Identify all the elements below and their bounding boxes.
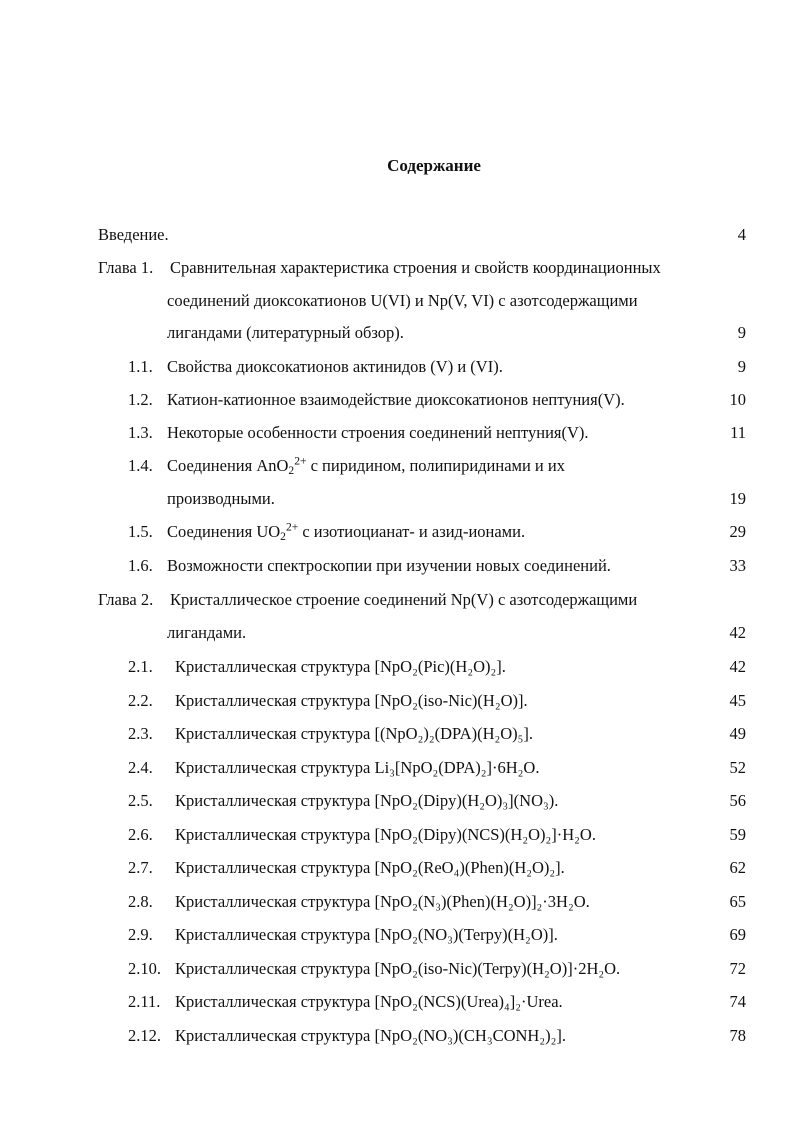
section-number: 1.4. [128, 456, 153, 475]
section-number: 2.12. [128, 1026, 161, 1045]
toc-chapter-1-cont [0, 289, 793, 313]
section-number: 2.1. [128, 657, 153, 676]
section-title [175, 789, 558, 813]
section-title [175, 923, 558, 947]
chemical-formula: Li₃[NpO₂(DPA)₂]·6H₂O. [374, 758, 540, 777]
section-number: 1.5. [128, 522, 153, 541]
chemical-formula: [NpO₂(iso-Nic)(Terpy)(H₂O)]·2H₂O. [374, 959, 621, 978]
toc-section [0, 454, 793, 478]
toc-page-number: 74 [729, 992, 746, 1011]
toc-page-number: 72 [729, 959, 746, 978]
section-title-prefix: Кристаллическая структура [175, 1026, 375, 1045]
toc-chapter-1-cont [0, 321, 793, 345]
toc-page-number: 10 [729, 390, 746, 409]
section-title [167, 520, 525, 544]
section-number: 2.10. [128, 959, 161, 978]
section-number: 1.6. [128, 556, 153, 575]
toc-section [0, 957, 793, 981]
toc-section [0, 388, 793, 412]
chemical-formula: [NpO₂(N₃)(Phen)(H₂O)]₂·3H₂O. [374, 892, 590, 911]
toc-section [0, 823, 793, 847]
chemical-formula: [NpO₂(Pic)(H₂O)₂]. [374, 657, 506, 676]
toc-page-number: 42 [729, 623, 746, 642]
section-number: 2.11. [128, 992, 161, 1011]
toc-page-number: 4 [737, 225, 746, 244]
chemical-formula: [NpO₂(iso-Nic)(H₂O)]. [374, 691, 528, 710]
toc-section [0, 756, 793, 780]
toc-section [0, 789, 793, 813]
toc-section [0, 554, 793, 578]
section-title-prefix: Кристаллическая структура [175, 959, 375, 978]
section-title-prefix: Кристаллическая структура [175, 657, 375, 676]
section-title-prefix: Кристаллическая структура [175, 825, 375, 844]
section-number: 2.5. [128, 791, 153, 810]
chapter-label: Глава 2. [98, 590, 154, 609]
toc-page-number: 29 [729, 522, 746, 541]
toc-section [0, 421, 793, 445]
toc-page-number: 65 [729, 892, 746, 911]
section-title-prefix: Кристаллическая структура [175, 892, 375, 911]
section-title [175, 890, 590, 914]
toc-section [0, 890, 793, 914]
section-number: 2.7. [128, 858, 153, 877]
toc-section [0, 355, 793, 379]
chemical-formula: [NpO₂(Dipy)(NCS)(H₂O)₂]·H₂O. [374, 825, 596, 844]
chapter-label: Глава 1. [98, 258, 154, 277]
chemical-formula: [(NpO₂)₂(DPA)(H₂O)₅]. [374, 724, 534, 743]
chemical-formula: [NpO₂(ReO₄)(Phen)(H₂O)₂]. [374, 858, 565, 877]
section-title [175, 756, 539, 780]
section-title: Катион-катионное взаимодействие диоксокатионов нептуния(V). [167, 390, 625, 409]
chemical-formula: [NpO₂(NO₃)(CH₃CONH₂)₂]. [374, 1026, 566, 1045]
section-number: 2.9. [128, 925, 153, 944]
section-number: 2.2. [128, 691, 153, 710]
toc-page-number: 52 [729, 758, 746, 777]
section-title-prefix: Кристаллическая структура [175, 858, 375, 877]
section-title-part: с пиридином, полипиридинами и их [306, 456, 565, 475]
toc-page-number: 69 [729, 925, 746, 944]
section-title-part: Соединения UO [167, 522, 281, 541]
toc-page-number: 59 [729, 825, 746, 844]
section-title [175, 856, 565, 880]
toc-chapter-2 [0, 588, 793, 612]
formula-subscript: 2 [288, 464, 295, 477]
toc-section [0, 990, 793, 1014]
toc-entry-text: Введение. [98, 225, 169, 244]
section-title [175, 990, 563, 1014]
section-number: 1.1. [128, 357, 153, 376]
toc-page-number: 11 [730, 423, 746, 442]
toc-page-number: 19 [729, 489, 746, 508]
section-title-part: Соединения AnO [167, 456, 289, 475]
toc-section [0, 923, 793, 947]
section-number: 2.8. [128, 892, 153, 911]
section-title [175, 689, 528, 713]
section-title [175, 1024, 566, 1048]
section-title [175, 722, 533, 746]
section-title-prefix: Кристаллическая структура [175, 791, 375, 810]
toc-page-number: 62 [729, 858, 746, 877]
section-title-prefix: Кристаллическая структура [175, 992, 375, 1011]
section-title-prefix: Кристаллическая структура [175, 925, 375, 944]
chapter-title-cont: лигандами. [167, 623, 247, 642]
toc-section-cont [0, 487, 793, 511]
section-number: 2.6. [128, 825, 153, 844]
chapter-title-cont: лигандами (литературный обзор). [167, 323, 404, 342]
chapter-title: Сравнительная характеристика строения и свойств координационных [170, 258, 661, 277]
chapter-title-cont: соединений диоксокатионов U(VI) и Np(V, VI) с азотсодержащими [167, 291, 638, 310]
section-number: 1.3. [128, 423, 153, 442]
formula-superscript: 2+ [294, 455, 307, 468]
formula-superscript: 2+ [285, 521, 299, 534]
toc-section [0, 1024, 793, 1048]
section-title-cont: производными. [167, 489, 275, 508]
toc-entry-intro [0, 223, 793, 247]
toc-section [0, 655, 793, 679]
toc-page-number: 9 [737, 357, 746, 376]
toc-chapter-2-cont [0, 621, 793, 645]
toc-section [0, 689, 793, 713]
chapter-title: Кристаллическое строение соединений Np(V) с азотсодержащими [170, 590, 638, 609]
toc-page-number: 33 [729, 556, 746, 575]
toc-page-number: 78 [729, 1026, 746, 1045]
section-title [175, 957, 620, 981]
section-title: Свойства диоксокатионов актинидов (V) и (VI). [167, 357, 503, 376]
section-number: 1.2. [128, 390, 153, 409]
section-title [167, 454, 565, 478]
section-number: 2.4. [128, 758, 153, 777]
toc-page-number: 9 [737, 323, 746, 342]
toc-page-number: 56 [729, 791, 746, 810]
section-title-prefix: Кристаллическая структура [175, 691, 375, 710]
chemical-formula: [NpO₂(Dipy)(H₂O)₃](NO₃). [374, 791, 559, 810]
section-title-prefix: Кристаллическая структура [175, 724, 375, 743]
section-title: Возможности спектроскопии при изучении новых соединений. [167, 556, 611, 575]
section-title [175, 655, 506, 679]
section-title: Некоторые особенности строения соединений нептуния(V). [167, 423, 589, 442]
section-title-part: с изотиоцианат- и азид-ионами. [298, 522, 526, 541]
page-title: Содержание [387, 156, 481, 175]
section-title-prefix: Кристаллическая структура [175, 758, 375, 777]
toc-section [0, 722, 793, 746]
section-number: 2.3. [128, 724, 153, 743]
chemical-formula: [NpO₂(NCS)(Urea)₄]₂·Urea. [374, 992, 563, 1011]
section-title [175, 823, 596, 847]
toc-chapter-1 [0, 256, 793, 280]
toc-page-number: 49 [729, 724, 746, 743]
toc-section [0, 520, 793, 544]
formula-subscript: 2 [280, 530, 286, 543]
toc-section [0, 856, 793, 880]
toc-page-number: 45 [729, 691, 746, 710]
chemical-formula: [NpO₂(NO₃)(Terpy)(H₂O)]. [374, 925, 558, 944]
toc-page-number: 42 [729, 657, 746, 676]
